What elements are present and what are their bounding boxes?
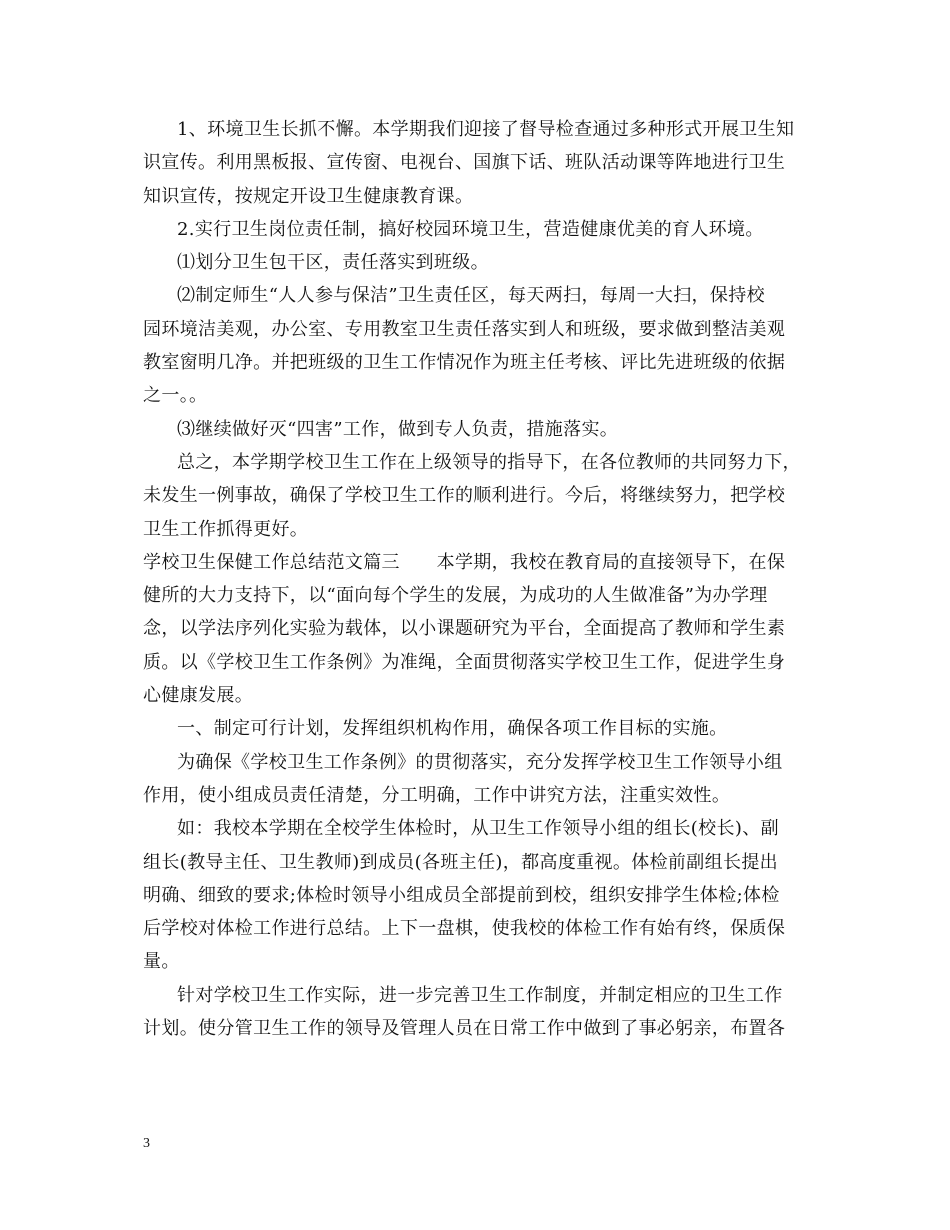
text-line: 组长(教导主任、卫生教师)到成员(各班主任)，都高度重视。体检前副组长提出 [143,851,779,873]
text-line: 如：我校本学期在全校学生体检时，从卫生工作领导小组的组长(校长)、副 [177,818,779,840]
text-line: 量。 [143,951,180,973]
text-line: 学校卫生保健工作总结范文篇三 本学期，我校在教育局的直接领导下，在保 [143,551,786,573]
text-line: 未发生一例事故，确保了学校卫生工作的顺利进行。今后，将继续努力，把学校 [143,485,786,507]
text-line: 卫生工作抓得更好。 [143,518,309,540]
text-line: 后学校对体检工作进行总结。上下一盘棋，使我校的体检工作有始有终，保质保 [143,918,786,940]
text-line: 明确、细致的要求;体检时领导小组成员全部提前到校，组织安排学生体检;体检 [143,884,780,906]
text-line: 之一。。 [143,385,208,407]
text-line: 园环境洁美观，办公室、专用教室卫生责任落实到人和班级，要求做到整洁美观 [143,318,786,340]
text-line: 为确保《学校卫生工作条例》的贯彻落实，充分发挥学校卫生工作领导小组 [177,751,783,773]
document-body [143,113,807,1045]
text-line: 1、环境卫生长抓不懈。本学期我们迎接了督导检查通过多种形式开展卫生知 [177,119,795,140]
page-number: 3 [143,1136,150,1151]
text-line: 健所的大力支持下，以“面向每个学生的发展，为成功的人生做准备”为办学理 [143,585,768,607]
text-line: 教室窗明几净。并把班级的卫生工作情况作为班主任考核、评比先进班级的依据 [143,352,786,374]
text-line: ⑶继续做好灭“四害”工作，做到专人负责，措施落实。 [177,418,619,440]
text-line: 作用，使小组成员责任清楚，分工明确，工作中讲究方法，注重实效性。 [143,784,731,806]
text-line: 针对学校卫生工作实际，进一步完善卫生工作制度，并制定相应的卫生工作 [177,984,783,1006]
text-line: 计划。使分管卫生工作的领导及管理人员在日常工作中做到了事必躬亲，布置各 [143,1018,786,1040]
text-line: ⑴划分卫生包干区，责任落实到班级。 [177,252,489,274]
text-line: 总之，本学期学校卫生工作在上级领导的指导下，在各位教师的共同努力下， [177,451,801,473]
text-line: 心健康发展。 [143,685,254,707]
text-line: 念，以学法序列化实验为载体，以小课题研究为平台，全面提高了教师和学生素 [143,618,786,640]
text-line: 一、制定可行计划，发挥组织机构作用，确保各项工作目标的实施。 [177,718,728,740]
text-line: 质。以《学校卫生工作条例》为准绳，全面贯彻落实学校卫生工作，促进学生身 [143,651,786,673]
text-line: ⑵制定师生“人人参与保洁”卫生责任区，每天两扫，每周一大扫，保持校 [177,285,765,307]
text-line: 知识宣传，按规定开设卫生健康教育课。 [143,185,474,207]
text-line: 2.实行卫生岗位责任制，搞好校园环境卫生，营造健康优美的育人环境。 [177,218,764,240]
text-line: 识宣传。利用黑板报、宣传窗、电视台、国旗下话、班队活动课等阵地进行卫生 [143,152,786,174]
